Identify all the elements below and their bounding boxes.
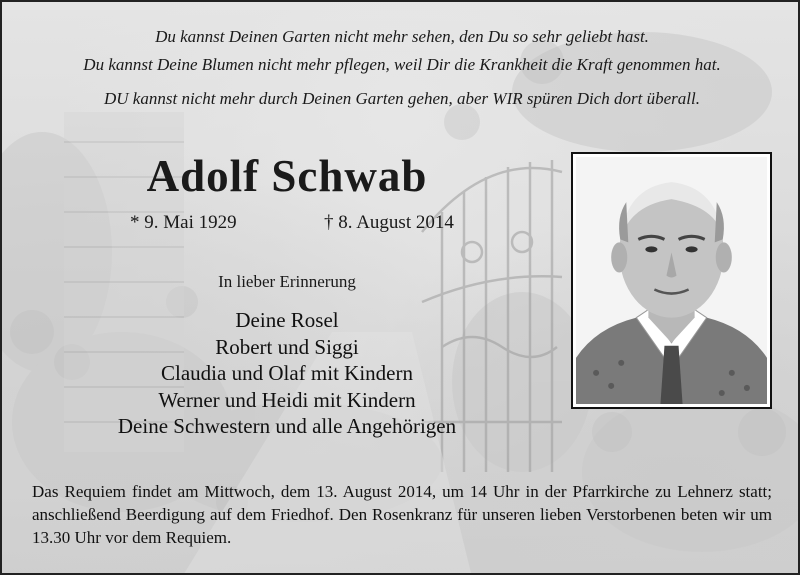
requiem-notice: Das Requiem findet am Mittwoch, dem 13. August 2014, um 14 Uhr in der Pfarrkirche zu Lehnerz statt; anschließend Beerdigung auf dem Friedhof. Den Rosenkranz für unseren lieben Verstorbenen beten wir um 13.30 Uhr vor dem Requiem. (32, 482, 772, 547)
mourner-entry: Deine Schwestern und alle Angehörigen (117, 414, 457, 438)
poem-line-3: DU kannst nicht mehr durch Deinen Garten gehen, aber WIR spüren Dich dort überall. (104, 89, 700, 108)
poem-line-2: Du kannst Deine Blumen nicht mehr pflegen, weil Dir die Krankheit die Kraft genommen hat. (83, 55, 721, 74)
mourner-entry: Claudia und Olaf mit Kindern (161, 361, 413, 385)
mourners-list (42, 307, 532, 440)
death-date: † 8. August 2014 (324, 212, 454, 233)
mourner-entry: Robert und Siggi (215, 334, 359, 359)
memory-line: In lieber Erinnerung (218, 272, 356, 291)
birth-date: * 9. Mai 1929 (130, 212, 237, 233)
mourner-entry: Werner und Heidi mit Kindern (158, 387, 416, 412)
portrait-photo (576, 157, 767, 404)
poem-line-1: Du kannst Deinen Garten nicht mehr sehen, den Du so sehr geliebt hast. (155, 27, 649, 46)
mourner-entry: Deine Rosel (235, 308, 339, 332)
portrait-frame (571, 152, 772, 409)
deceased-name: Adolf Schwab (146, 151, 428, 201)
